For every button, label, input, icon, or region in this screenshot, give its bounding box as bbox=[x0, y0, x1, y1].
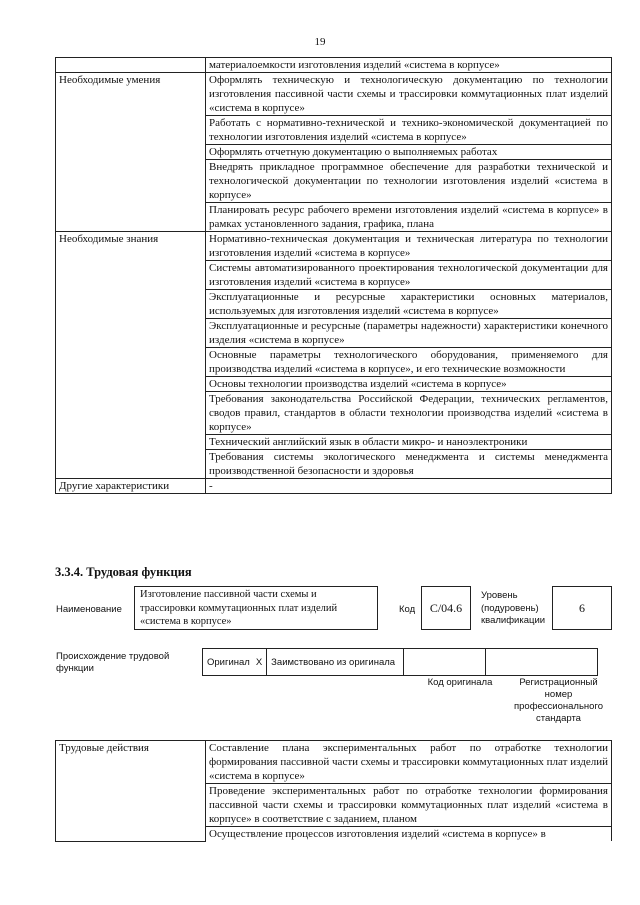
code-box: C/04.6 bbox=[421, 586, 471, 630]
origin-label: Происхождение трудовой функции bbox=[56, 651, 170, 674]
origin-code-caption: Код оригинала bbox=[427, 677, 493, 688]
section-heading: 3.3.4. Трудовая функция bbox=[55, 565, 192, 579]
level-box: 6 bbox=[552, 586, 612, 630]
labor-action-item: Проведение экспериментальных работ по отработке технологии формирования пассивной части схемы и трассировки коммутационных плат изделий «система в корпусе» в соответствие с заданием, планом bbox=[206, 784, 612, 827]
name-label: Наименование bbox=[56, 604, 122, 615]
labor-action-item: Составление плана экспериментальных работ по отработке технологии формирования пассивной части схемы и трассировки коммутационных плат изделий «система в корпусе» bbox=[206, 741, 612, 784]
carry-over-cell: материалоемкости изготовления изделий «система в корпусе» bbox=[206, 58, 612, 73]
function-name-box: Изготовление пассивной части схемы и трассировки коммутационных плат изделий «система в корпусе» bbox=[134, 586, 378, 630]
labor-actions-label: Трудовые действия bbox=[56, 741, 206, 842]
other-value: - bbox=[206, 479, 612, 494]
code-label: Код bbox=[399, 604, 416, 615]
requirements-table bbox=[55, 57, 612, 494]
labor-actions-table bbox=[55, 740, 612, 842]
borrowed-label: Заимствовано из оригинала bbox=[267, 649, 404, 676]
level-label: Уровень (подуровень) квалификации bbox=[481, 590, 546, 626]
knowledge-item: Требования системы экологического менеджмента и системы менеджмента производственной безопасности и здоровья bbox=[206, 450, 612, 479]
labor-action-item: Осуществление процессов изготовления изделий «система в корпусе» в bbox=[206, 827, 612, 842]
origin-code-cell bbox=[404, 649, 486, 676]
original-mark: X bbox=[252, 649, 267, 676]
skill-item: Планировать ресурс рабочего времени изготовления изделий «система в корпусе» в рамках установленного задания, графика, плана bbox=[206, 203, 612, 232]
knowledge-item: Эксплуатационные и ресурсные (параметры надежности) характеристики конечного изделия «система в корпусе» bbox=[206, 319, 612, 348]
skill-item: Работать с нормативно-технической и технико-экономической документацией по технологии изготовления изделий «система в корпусе» bbox=[206, 116, 612, 145]
knowledge-item: Технический английский язык в области микро- и наноэлектроники bbox=[206, 435, 612, 450]
knowledge-item: Системы автоматизированного проектирования технологической документации для изготовления изделий «система в корпусе» bbox=[206, 261, 612, 290]
knowledge-item: Эксплуатационные и ресурсные характеристики основных материалов, используемых для изготовления изделий «система в корпусе» bbox=[206, 290, 612, 319]
reg-number-cell bbox=[486, 649, 598, 676]
page-number: 19 bbox=[314, 36, 326, 48]
skill-item: Внедрять прикладное программное обеспечение для разработки технической и технологической документации по технологии изготовления изделий «система в корпусе» bbox=[206, 160, 612, 203]
knowledge-item: Основы технологии производства изделий «система в корпусе» bbox=[206, 377, 612, 392]
reg-number-caption: Регистрационный номер профессионального стандарта bbox=[514, 677, 603, 724]
skills-label: Необходимые умения bbox=[56, 73, 206, 232]
original-label: Оригинал bbox=[203, 649, 252, 676]
knowledge-item: Основные параметры технологического оборудования, применяемого для производства изделий «система в корпусе», и его технические возможности bbox=[206, 348, 612, 377]
other-label: Другие характеристики bbox=[56, 479, 206, 494]
origin-table bbox=[202, 648, 598, 676]
skill-item: Оформлять отчетную документацию о выполняемых работах bbox=[206, 145, 612, 160]
knowledge-item: Требования законодательства Российской Федерации, технических регламентов, сводов правил, стандартов в области технологии производства изделий «система в корпусе» bbox=[206, 392, 612, 435]
knowledge-label: Необходимые знания bbox=[56, 232, 206, 479]
skill-item: Оформлять техническую и технологическую документацию по технологии изготовления пассивной части схемы и трассировки коммутационных плат изделий «система в корпусе» bbox=[206, 73, 612, 116]
knowledge-item: Нормативно-техническая документация и техническая литература по технологии изготовления изделий «система в корпусе» bbox=[206, 232, 612, 261]
